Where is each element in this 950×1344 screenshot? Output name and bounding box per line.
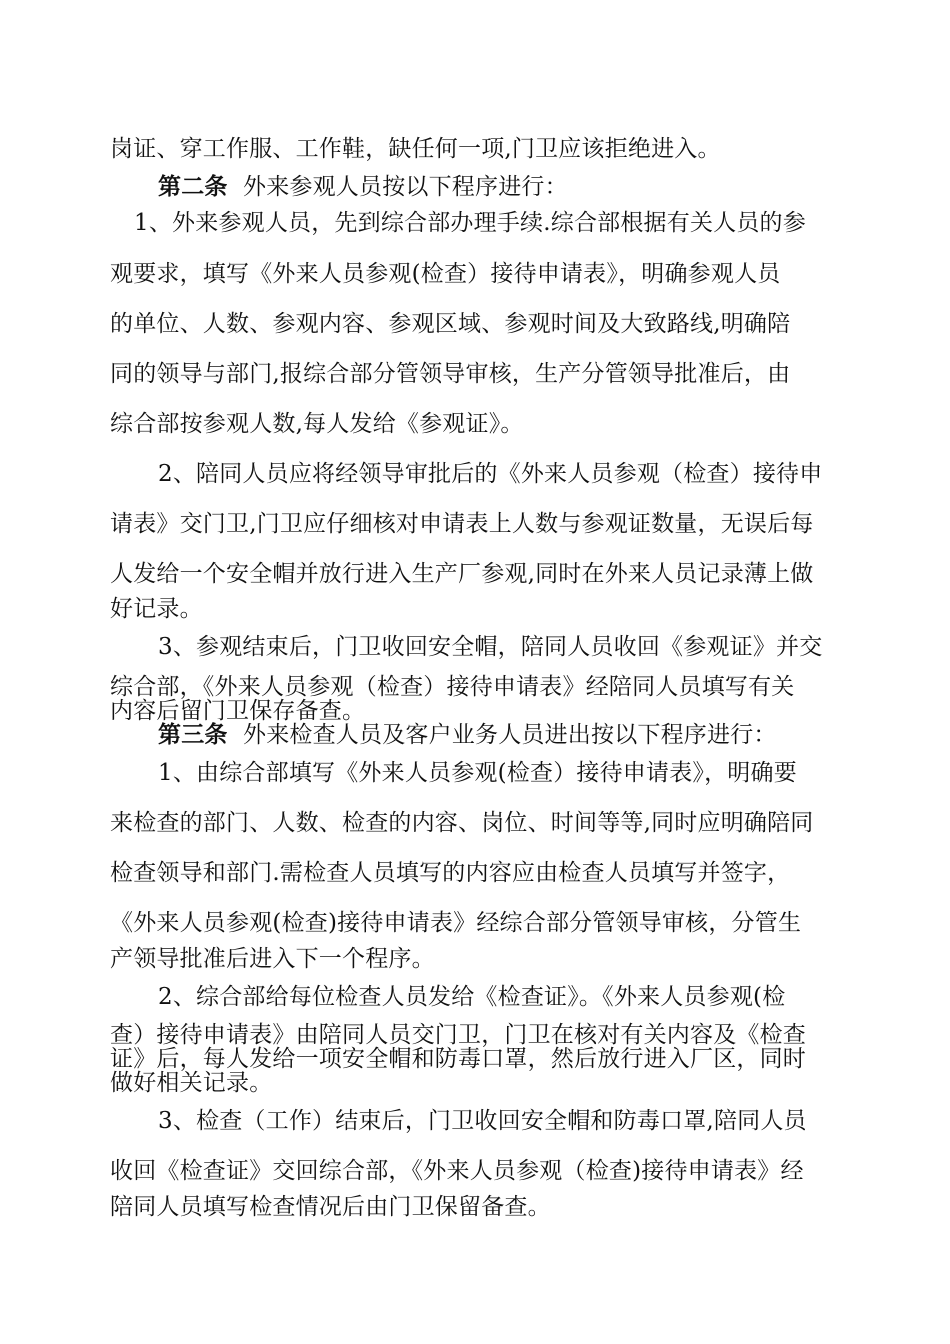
text-line: 岗证、穿工作服、工作鞋，缺任何一项,门卫应该拒绝进入。 xyxy=(110,136,721,162)
text-line: 3、参观结束后，门卫收回安全帽，陪同人员收回《参观证》并交 xyxy=(158,634,823,660)
text-line: 收回《检查证》交回综合部，《外来人员参观（检查)接待申请表》经 xyxy=(110,1158,804,1184)
text-line: 综合部，《外来人员参观（检查）接待申请表》经陪同人员填写有关 xyxy=(110,674,795,700)
text-line: 内容后留门卫保存备查。 xyxy=(110,698,366,724)
text-line: 来检查的部门、人数、检查的内容、岗位、时间等等,同时应明确陪同 xyxy=(110,810,814,836)
text-line: 3、检查（工作）结束后，门卫收回安全帽和防毒口罩,陪同人员 xyxy=(158,1108,807,1134)
text-line: 同的领导与部门,报综合部分管领导审核，生产分管领导批准后，由 xyxy=(110,361,791,387)
text-line: 陪同人员填写检查情况后由门卫保留备查。 xyxy=(110,1194,551,1220)
article-title: 外来参观人员按以下程序进行： xyxy=(243,174,568,200)
text-line: 证》后，每人发给一项安全帽和防毒口罩，然后放行进入厂区，同时 xyxy=(110,1046,806,1072)
text-line: 检查领导和部门.需检查人员填写的内容应由检查人员填写并签字， xyxy=(110,860,791,886)
article-heading: 第三条 xyxy=(158,721,228,748)
text-line: 《外来人员参观(检查)接待申请表》经综合部分管领导审核，分管生 xyxy=(110,910,802,936)
text-line: 做好相关记录。 xyxy=(110,1070,273,1096)
text-line: 2、综合部给每位检查人员发给《检查证》。《外来人员参观(检 xyxy=(158,984,786,1010)
text-line: 的单位、人数、参观内容、参观区域、参观时间及大致路线,明确陪 xyxy=(110,311,791,337)
text-line: 1、外来参观人员，先到综合部办理手续.综合部根据有关人员的参 xyxy=(134,210,806,236)
text-line: 人发给一个安全帽并放行进入生产厂参观,同时在外来人员记录薄上做 xyxy=(110,561,814,587)
article-title: 外来检查人员及客户业务人员进出按以下程序进行： xyxy=(243,722,777,748)
text-line: 请表》交门卫,门卫应仔细核对申请表上人数与参观证数量，无误后每 xyxy=(110,511,814,537)
text-line: 观要求，填写《外来人员参观(检查）接待申请表》，明确参观人员 xyxy=(110,261,781,287)
text-line: 1、由综合部填写《外来人员参观(检查）接待申请表》，明确要 xyxy=(158,760,797,786)
text-line: 2、陪同人员应将经领导审批后的《外来人员参观（检查）接待申 xyxy=(158,461,823,487)
text-line: 产领导批准后进入下一个程序。 xyxy=(110,946,435,972)
text-line: 好记录。 xyxy=(110,596,203,622)
text-line: 查）接待申请表》由陪同人员交门卫，门卫在核对有关内容及《检查 xyxy=(110,1022,806,1048)
article-heading: 第二条 xyxy=(158,173,228,200)
text-line: 综合部按参观人数,每人发给《参观证》。 xyxy=(110,411,524,437)
